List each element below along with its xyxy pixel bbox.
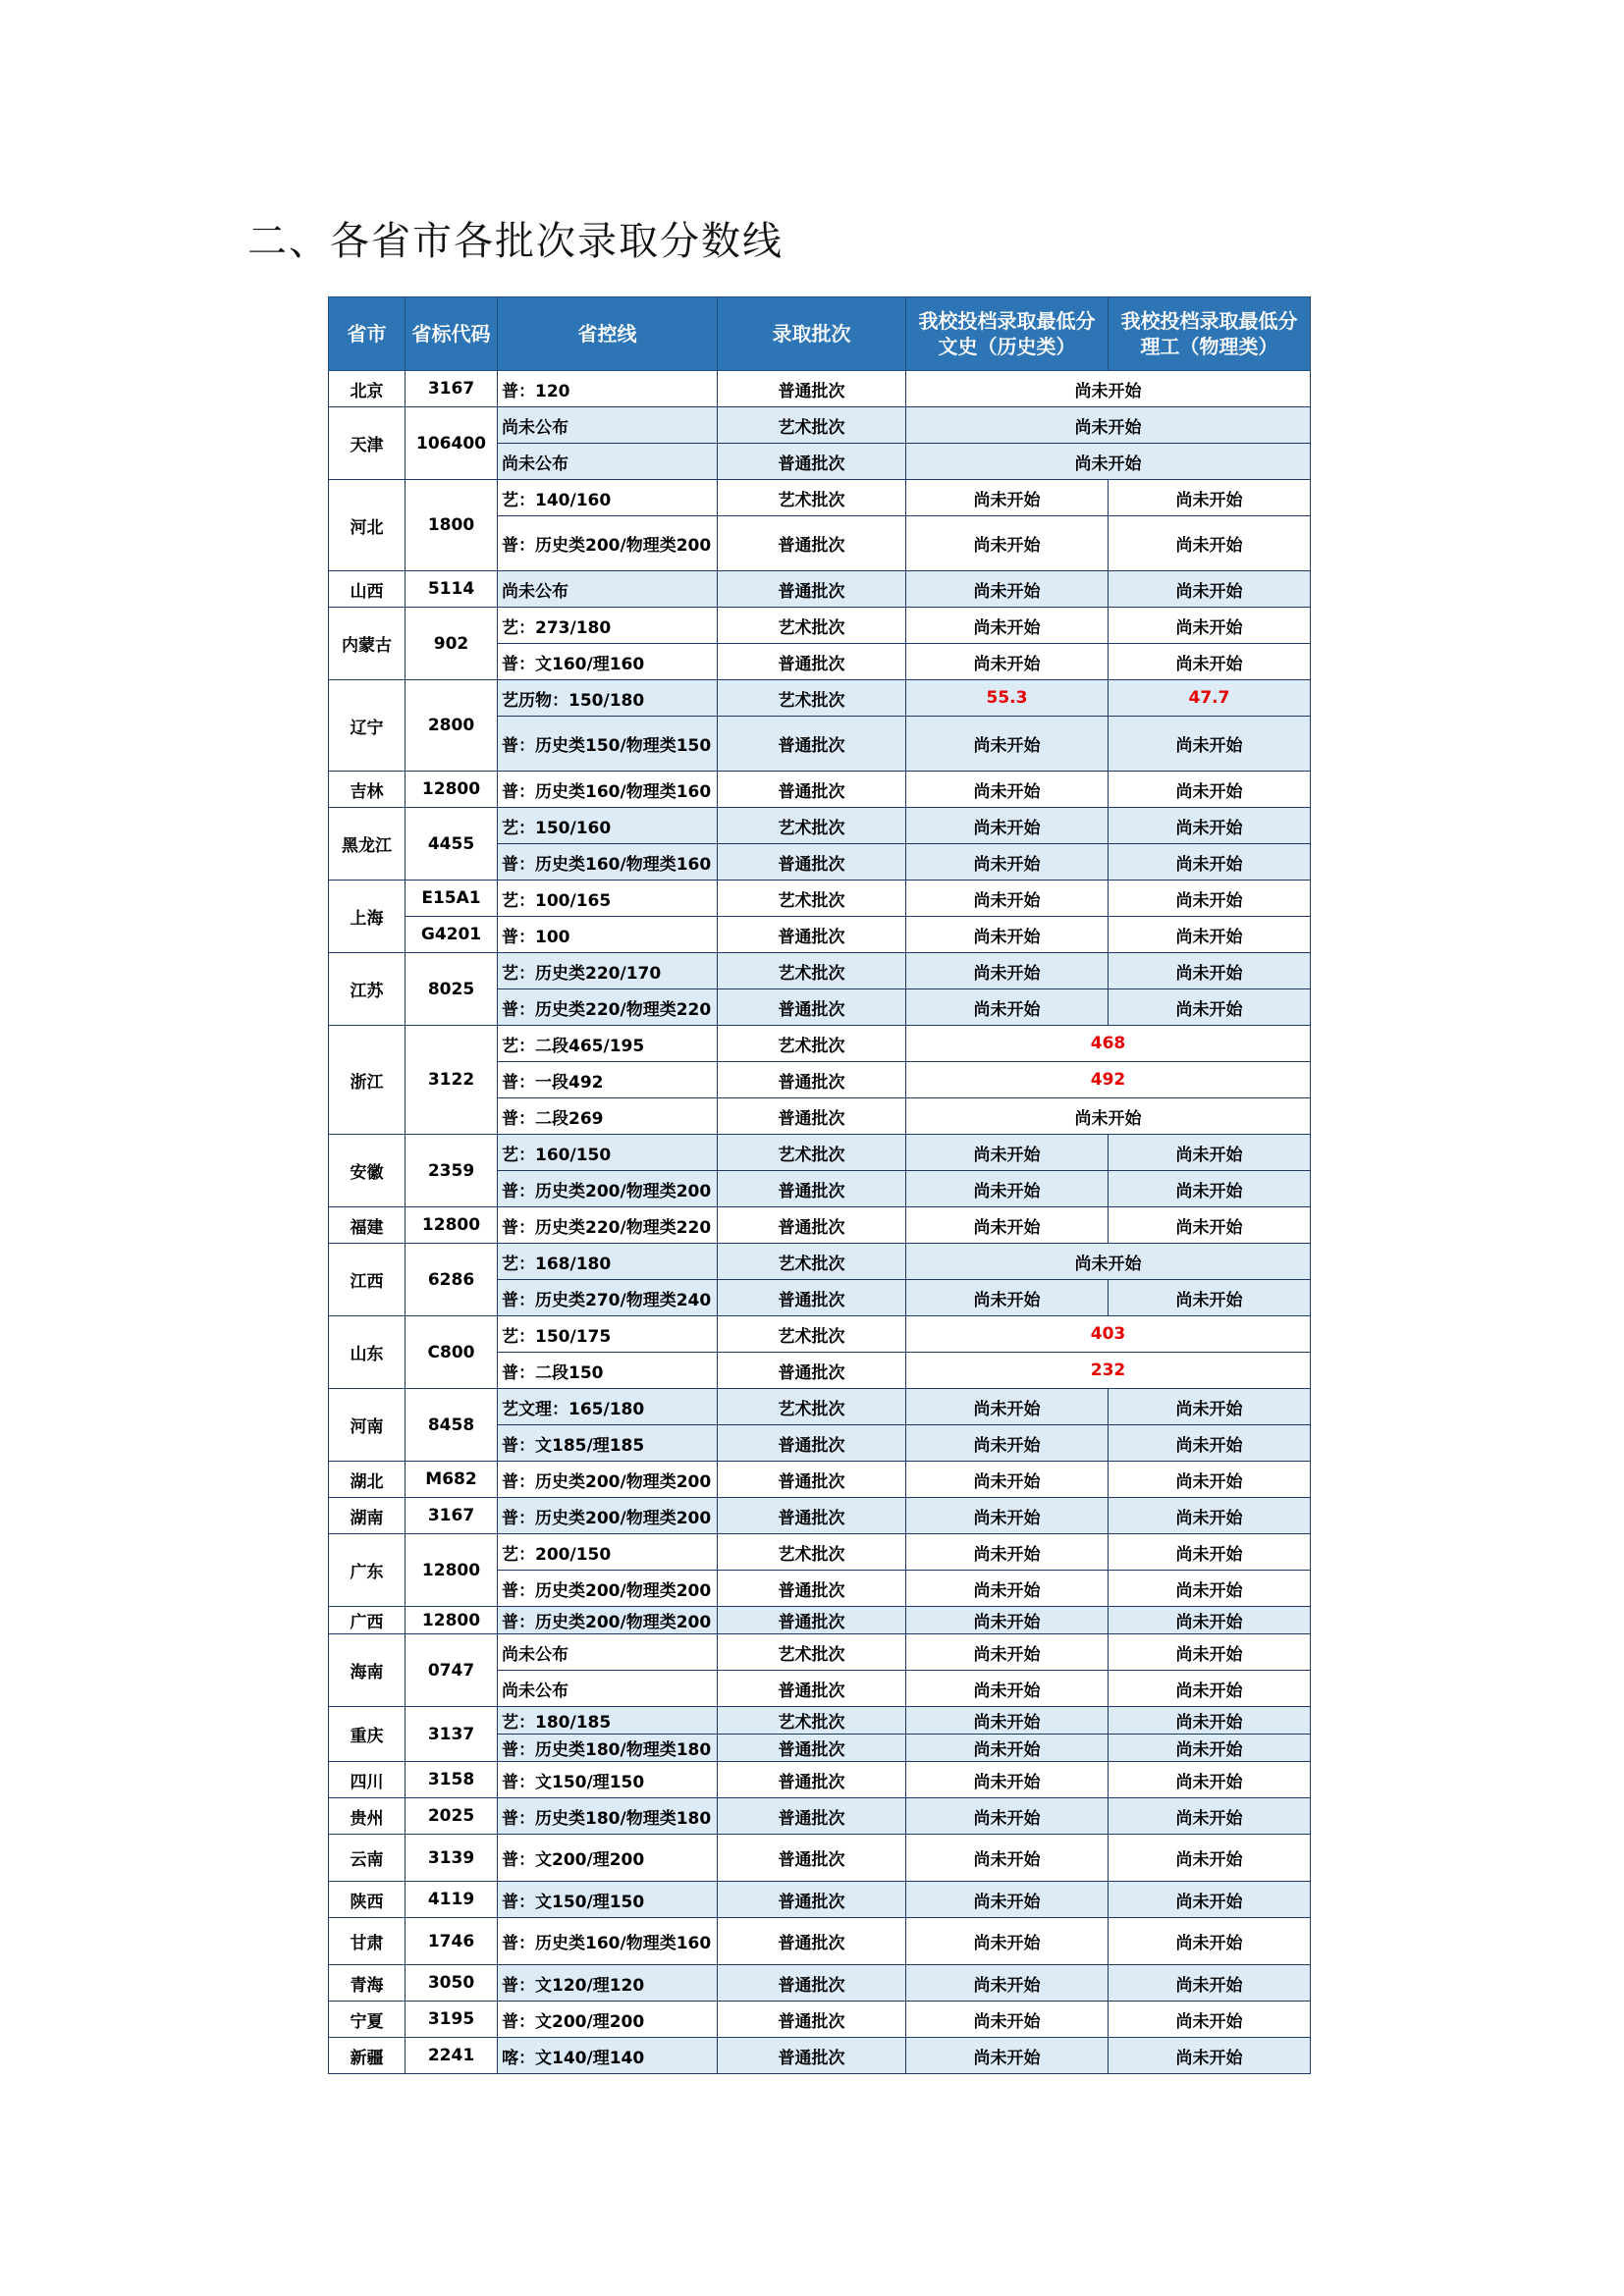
min-score-li-cell: 尚未开始 bbox=[1109, 644, 1311, 680]
code-cell: 3139 bbox=[406, 1835, 498, 1882]
min-score-li-cell: 尚未开始 bbox=[1109, 1762, 1311, 1798]
batch-cell: 艺术批次 bbox=[718, 1244, 906, 1280]
control-line-cell: 艺：160/150 bbox=[498, 1135, 718, 1171]
control-line-cell: 尚未公布 bbox=[498, 1634, 718, 1671]
min-score-li-cell: 尚未开始 bbox=[1109, 1735, 1311, 1762]
min-score-li-cell: 尚未开始 bbox=[1109, 516, 1311, 571]
control-line-cell: 尚未公布 bbox=[498, 444, 718, 480]
min-score-merged-cell: 尚未开始 bbox=[906, 371, 1311, 407]
control-line-cell: 普：历史类180/物理类180 bbox=[498, 1798, 718, 1835]
min-score-li-cell: 尚未开始 bbox=[1109, 1207, 1311, 1244]
table-row bbox=[329, 1135, 1311, 1171]
min-score-li-cell: 尚未开始 bbox=[1109, 808, 1311, 844]
batch-cell: 普通批次 bbox=[718, 2002, 906, 2038]
code-cell: C800 bbox=[406, 1316, 498, 1389]
control-line-cell: 普：100 bbox=[498, 917, 718, 953]
batch-cell: 普通批次 bbox=[718, 516, 906, 571]
min-score-li-cell: 尚未开始 bbox=[1109, 772, 1311, 808]
batch-cell: 艺术批次 bbox=[718, 953, 906, 989]
min-score-wen-cell: 尚未开始 bbox=[906, 1171, 1109, 1207]
table-row bbox=[329, 407, 1311, 444]
control-line-cell: 普：二段269 bbox=[498, 1098, 718, 1135]
min-score-li-cell: 尚未开始 bbox=[1109, 844, 1311, 881]
batch-cell: 普通批次 bbox=[718, 989, 906, 1026]
min-score-li-cell: 尚未开始 bbox=[1109, 1882, 1311, 1918]
code-cell: 902 bbox=[406, 608, 498, 680]
province-cell: 安徽 bbox=[329, 1135, 406, 1207]
province-cell: 重庆 bbox=[329, 1707, 406, 1762]
header-batch: 录取批次 bbox=[718, 297, 906, 371]
province-cell: 陕西 bbox=[329, 1882, 406, 1918]
batch-cell: 普通批次 bbox=[718, 1280, 906, 1316]
batch-cell: 普通批次 bbox=[718, 1062, 906, 1098]
table-header-row bbox=[329, 297, 1311, 371]
header-min-score-li-line2: 理工（物理类） bbox=[1140, 335, 1278, 358]
min-score-wen-cell: 尚未开始 bbox=[906, 1835, 1109, 1882]
min-score-wen-cell: 尚未开始 bbox=[906, 1882, 1109, 1918]
batch-cell: 普通批次 bbox=[718, 1571, 906, 1607]
code-cell: 2025 bbox=[406, 1798, 498, 1835]
province-cell: 浙江 bbox=[329, 1026, 406, 1135]
code-cell: G4201 bbox=[406, 917, 498, 953]
header-code: 省标代码 bbox=[406, 297, 498, 371]
province-cell: 河南 bbox=[329, 1389, 406, 1462]
control-line-cell: 艺：200/150 bbox=[498, 1534, 718, 1571]
min-score-wen-cell: 尚未开始 bbox=[906, 1462, 1109, 1498]
province-cell: 内蒙古 bbox=[329, 608, 406, 680]
province-cell: 海南 bbox=[329, 1634, 406, 1707]
table-row bbox=[329, 680, 1311, 717]
min-score-wen-cell: 尚未开始 bbox=[906, 1735, 1109, 1762]
min-score-wen-cell: 尚未开始 bbox=[906, 1498, 1109, 1534]
min-score-li-cell: 尚未开始 bbox=[1109, 571, 1311, 608]
min-score-wen-cell: 尚未开始 bbox=[906, 480, 1109, 516]
control-line-cell: 普：文200/理200 bbox=[498, 1835, 718, 1882]
table-row bbox=[329, 2038, 1311, 2074]
batch-cell: 普通批次 bbox=[718, 1735, 906, 1762]
control-line-cell: 艺：273/180 bbox=[498, 608, 718, 644]
code-cell: E15A1 bbox=[406, 881, 498, 917]
min-score-merged-cell: 403 bbox=[906, 1316, 1311, 1353]
table-row bbox=[329, 1534, 1311, 1571]
control-line-cell: 艺：180/185 bbox=[498, 1707, 718, 1735]
code-cell: 12800 bbox=[406, 772, 498, 808]
table-row bbox=[329, 1607, 1311, 1634]
min-score-wen-cell: 尚未开始 bbox=[906, 2038, 1109, 2074]
code-cell: 5114 bbox=[406, 571, 498, 608]
batch-cell: 普通批次 bbox=[718, 571, 906, 608]
province-cell: 广东 bbox=[329, 1534, 406, 1607]
min-score-li-cell: 尚未开始 bbox=[1109, 480, 1311, 516]
min-score-wen-cell: 尚未开始 bbox=[906, 1389, 1109, 1425]
code-cell: 2241 bbox=[406, 2038, 498, 2074]
min-score-li-cell: 尚未开始 bbox=[1109, 1671, 1311, 1707]
control-line-cell: 艺：150/160 bbox=[498, 808, 718, 844]
table-row bbox=[329, 1882, 1311, 1918]
province-cell: 辽宁 bbox=[329, 680, 406, 772]
batch-cell: 普通批次 bbox=[718, 1918, 906, 1965]
control-line-cell: 普：文160/理160 bbox=[498, 644, 718, 680]
min-score-merged-cell: 尚未开始 bbox=[906, 1244, 1311, 1280]
min-score-wen-cell: 尚未开始 bbox=[906, 1425, 1109, 1462]
min-score-wen-cell: 尚未开始 bbox=[906, 808, 1109, 844]
control-line-cell: 艺：100/165 bbox=[498, 881, 718, 917]
min-score-merged-cell: 尚未开始 bbox=[906, 1098, 1311, 1135]
batch-cell: 普通批次 bbox=[718, 1671, 906, 1707]
province-cell: 青海 bbox=[329, 1965, 406, 2002]
batch-cell: 艺术批次 bbox=[718, 1534, 906, 1571]
min-score-li-cell: 尚未开始 bbox=[1109, 953, 1311, 989]
province-cell: 河北 bbox=[329, 480, 406, 571]
control-line-cell: 普：历史类160/物理类160 bbox=[498, 772, 718, 808]
control-line-cell: 普：一段492 bbox=[498, 1062, 718, 1098]
table-row bbox=[329, 881, 1311, 917]
code-cell: 3050 bbox=[406, 1965, 498, 2002]
table-row bbox=[329, 1462, 1311, 1498]
min-score-wen-cell: 尚未开始 bbox=[906, 1634, 1109, 1671]
control-line-cell: 普：历史类150/物理类150 bbox=[498, 717, 718, 772]
control-line-cell: 艺：168/180 bbox=[498, 1244, 718, 1280]
province-cell: 上海 bbox=[329, 881, 406, 953]
province-cell: 山西 bbox=[329, 571, 406, 608]
min-score-li-cell: 尚未开始 bbox=[1109, 1425, 1311, 1462]
control-line-cell: 普：二段150 bbox=[498, 1353, 718, 1389]
batch-cell: 普通批次 bbox=[718, 1835, 906, 1882]
control-line-cell: 普：历史类160/物理类160 bbox=[498, 844, 718, 881]
control-line-cell: 普：120 bbox=[498, 371, 718, 407]
min-score-wen-cell: 尚未开始 bbox=[906, 1671, 1109, 1707]
min-score-wen-cell: 尚未开始 bbox=[906, 1918, 1109, 1965]
min-score-merged-cell: 尚未开始 bbox=[906, 444, 1311, 480]
min-score-wen-cell: 尚未开始 bbox=[906, 1135, 1109, 1171]
code-cell: 3158 bbox=[406, 1762, 498, 1798]
batch-cell: 艺术批次 bbox=[718, 1316, 906, 1353]
min-score-li-cell: 尚未开始 bbox=[1109, 1607, 1311, 1634]
table-row bbox=[329, 1498, 1311, 1534]
table-row bbox=[329, 808, 1311, 844]
province-cell: 湖北 bbox=[329, 1462, 406, 1498]
table-row bbox=[329, 1798, 1311, 1835]
code-cell: 1800 bbox=[406, 480, 498, 571]
min-score-li-cell: 尚未开始 bbox=[1109, 1707, 1311, 1735]
batch-cell: 普通批次 bbox=[718, 371, 906, 407]
min-score-wen-cell: 尚未开始 bbox=[906, 989, 1109, 1026]
control-line-cell: 普：历史类200/物理类200 bbox=[498, 1607, 718, 1634]
header-min-score-wen-line2: 文史（历史类） bbox=[938, 335, 1076, 358]
min-score-wen-cell: 尚未开始 bbox=[906, 917, 1109, 953]
min-score-wen-cell: 尚未开始 bbox=[906, 1207, 1109, 1244]
batch-cell: 普通批次 bbox=[718, 444, 906, 480]
code-cell: 0747 bbox=[406, 1634, 498, 1707]
control-line-cell: 艺历物：150/180 bbox=[498, 680, 718, 717]
table-row bbox=[329, 1835, 1311, 1882]
table-row bbox=[329, 1918, 1311, 1965]
header-min-score-wen bbox=[906, 297, 1109, 371]
header-min-score-li-line1: 我校投档录取最低分 bbox=[1120, 309, 1298, 333]
code-cell: 4119 bbox=[406, 1882, 498, 1918]
min-score-li-cell: 尚未开始 bbox=[1109, 1498, 1311, 1534]
min-score-li-cell: 尚未开始 bbox=[1109, 881, 1311, 917]
control-line-cell: 喀：文140/理140 bbox=[498, 2038, 718, 2074]
control-line-cell: 艺：二段465/195 bbox=[498, 1026, 718, 1062]
batch-cell: 普通批次 bbox=[718, 917, 906, 953]
table-row bbox=[329, 917, 1311, 953]
code-cell: 8025 bbox=[406, 953, 498, 1026]
batch-cell: 艺术批次 bbox=[718, 1634, 906, 1671]
batch-cell: 普通批次 bbox=[718, 2038, 906, 2074]
min-score-wen-cell: 尚未开始 bbox=[906, 1534, 1109, 1571]
table-row bbox=[329, 1634, 1311, 1671]
batch-cell: 普通批次 bbox=[718, 1882, 906, 1918]
code-cell: 12800 bbox=[406, 1607, 498, 1634]
table-row bbox=[329, 1965, 1311, 2002]
code-cell: 8458 bbox=[406, 1389, 498, 1462]
province-cell: 甘肃 bbox=[329, 1918, 406, 1965]
table-row bbox=[329, 371, 1311, 407]
min-score-merged-cell: 492 bbox=[906, 1062, 1311, 1098]
min-score-li-cell: 尚未开始 bbox=[1109, 917, 1311, 953]
min-score-wen-cell: 尚未开始 bbox=[906, 1571, 1109, 1607]
table-row bbox=[329, 1316, 1311, 1353]
province-cell: 黑龙江 bbox=[329, 808, 406, 881]
header-min-score-li bbox=[1109, 297, 1311, 371]
min-score-wen-cell: 55.3 bbox=[906, 680, 1109, 717]
province-cell: 山东 bbox=[329, 1316, 406, 1389]
min-score-li-cell: 47.7 bbox=[1109, 680, 1311, 717]
batch-cell: 艺术批次 bbox=[718, 407, 906, 444]
control-line-cell: 艺：150/175 bbox=[498, 1316, 718, 1353]
batch-cell: 艺术批次 bbox=[718, 480, 906, 516]
province-cell: 福建 bbox=[329, 1207, 406, 1244]
code-cell: 3195 bbox=[406, 2002, 498, 2038]
code-cell: 12800 bbox=[406, 1207, 498, 1244]
control-line-cell: 艺：140/160 bbox=[498, 480, 718, 516]
batch-cell: 普通批次 bbox=[718, 1353, 906, 1389]
min-score-merged-cell: 232 bbox=[906, 1353, 1311, 1389]
table-row bbox=[329, 772, 1311, 808]
control-line-cell: 普：历史类220/物理类220 bbox=[498, 989, 718, 1026]
min-score-wen-cell: 尚未开始 bbox=[906, 1280, 1109, 1316]
table-row bbox=[329, 480, 1311, 516]
min-score-merged-cell: 468 bbox=[906, 1026, 1311, 1062]
province-cell: 四川 bbox=[329, 1762, 406, 1798]
min-score-wen-cell: 尚未开始 bbox=[906, 2002, 1109, 2038]
min-score-li-cell: 尚未开始 bbox=[1109, 1280, 1311, 1316]
min-score-wen-cell: 尚未开始 bbox=[906, 1607, 1109, 1634]
control-line-cell: 普：文200/理200 bbox=[498, 2002, 718, 2038]
batch-cell: 普通批次 bbox=[718, 1207, 906, 1244]
batch-cell: 普通批次 bbox=[718, 1762, 906, 1798]
min-score-li-cell: 尚未开始 bbox=[1109, 1571, 1311, 1607]
header-province: 省市 bbox=[329, 297, 406, 371]
province-cell: 新疆 bbox=[329, 2038, 406, 2074]
min-score-li-cell: 尚未开始 bbox=[1109, 608, 1311, 644]
code-cell: 1746 bbox=[406, 1918, 498, 1965]
control-line-cell: 普：文185/理185 bbox=[498, 1425, 718, 1462]
code-cell: 106400 bbox=[406, 407, 498, 480]
min-score-li-cell: 尚未开始 bbox=[1109, 1462, 1311, 1498]
min-score-wen-cell: 尚未开始 bbox=[906, 881, 1109, 917]
control-line-cell: 尚未公布 bbox=[498, 407, 718, 444]
min-score-wen-cell: 尚未开始 bbox=[906, 1965, 1109, 2002]
control-line-cell: 普：历史类200/物理类200 bbox=[498, 1571, 718, 1607]
table-row bbox=[329, 1707, 1311, 1735]
batch-cell: 普通批次 bbox=[718, 772, 906, 808]
score-table bbox=[328, 296, 1311, 2074]
control-line-cell: 普：历史类160/物理类160 bbox=[498, 1918, 718, 1965]
min-score-li-cell: 尚未开始 bbox=[1109, 1389, 1311, 1425]
table-row bbox=[329, 1389, 1311, 1425]
code-cell: 2359 bbox=[406, 1135, 498, 1207]
min-score-li-cell: 尚未开始 bbox=[1109, 1835, 1311, 1882]
header-min-score-wen-line1: 我校投档录取最低分 bbox=[918, 309, 1096, 333]
table-row bbox=[329, 1026, 1311, 1062]
table-row bbox=[329, 1762, 1311, 1798]
batch-cell: 普通批次 bbox=[718, 1098, 906, 1135]
control-line-cell: 普：历史类270/物理类240 bbox=[498, 1280, 718, 1316]
batch-cell: 普通批次 bbox=[718, 1462, 906, 1498]
table-row bbox=[329, 1207, 1311, 1244]
province-cell: 江西 bbox=[329, 1244, 406, 1316]
code-cell: 6286 bbox=[406, 1244, 498, 1316]
code-cell: 2800 bbox=[406, 680, 498, 772]
control-line-cell: 普：文120/理120 bbox=[498, 1965, 718, 2002]
min-score-merged-cell: 尚未开始 bbox=[906, 407, 1311, 444]
batch-cell: 普通批次 bbox=[718, 717, 906, 772]
batch-cell: 艺术批次 bbox=[718, 1135, 906, 1171]
control-line-cell: 尚未公布 bbox=[498, 1671, 718, 1707]
province-cell: 湖南 bbox=[329, 1498, 406, 1534]
table-row bbox=[329, 2002, 1311, 2038]
min-score-li-cell: 尚未开始 bbox=[1109, 1965, 1311, 2002]
batch-cell: 普通批次 bbox=[718, 644, 906, 680]
batch-cell: 艺术批次 bbox=[718, 1707, 906, 1735]
min-score-wen-cell: 尚未开始 bbox=[906, 644, 1109, 680]
header-control-line: 省控线 bbox=[498, 297, 718, 371]
control-line-cell: 艺文理：165/180 bbox=[498, 1389, 718, 1425]
min-score-wen-cell: 尚未开始 bbox=[906, 717, 1109, 772]
min-score-li-cell: 尚未开始 bbox=[1109, 1634, 1311, 1671]
min-score-li-cell: 尚未开始 bbox=[1109, 1798, 1311, 1835]
code-cell: 3122 bbox=[406, 1026, 498, 1135]
control-line-cell: 普：历史类180/物理类180 bbox=[498, 1735, 718, 1762]
control-line-cell: 普：历史类200/物理类200 bbox=[498, 1462, 718, 1498]
min-score-li-cell: 尚未开始 bbox=[1109, 2002, 1311, 2038]
min-score-li-cell: 尚未开始 bbox=[1109, 1171, 1311, 1207]
min-score-wen-cell: 尚未开始 bbox=[906, 516, 1109, 571]
province-cell: 天津 bbox=[329, 407, 406, 480]
min-score-li-cell: 尚未开始 bbox=[1109, 1135, 1311, 1171]
province-cell: 云南 bbox=[329, 1835, 406, 1882]
province-cell: 江苏 bbox=[329, 953, 406, 1026]
table-row bbox=[329, 953, 1311, 989]
min-score-li-cell: 尚未开始 bbox=[1109, 717, 1311, 772]
province-cell: 广西 bbox=[329, 1607, 406, 1634]
code-cell: 3167 bbox=[406, 1498, 498, 1534]
control-line-cell: 尚未公布 bbox=[498, 571, 718, 608]
province-cell: 吉林 bbox=[329, 772, 406, 808]
min-score-wen-cell: 尚未开始 bbox=[906, 1707, 1109, 1735]
min-score-wen-cell: 尚未开始 bbox=[906, 571, 1109, 608]
control-line-cell: 普：历史类200/物理类200 bbox=[498, 1498, 718, 1534]
code-cell: 12800 bbox=[406, 1534, 498, 1607]
province-cell: 贵州 bbox=[329, 1798, 406, 1835]
min-score-wen-cell: 尚未开始 bbox=[906, 844, 1109, 881]
min-score-li-cell: 尚未开始 bbox=[1109, 2038, 1311, 2074]
code-cell: 4455 bbox=[406, 808, 498, 881]
batch-cell: 艺术批次 bbox=[718, 881, 906, 917]
min-score-li-cell: 尚未开始 bbox=[1109, 1918, 1311, 1965]
min-score-li-cell: 尚未开始 bbox=[1109, 989, 1311, 1026]
min-score-wen-cell: 尚未开始 bbox=[906, 608, 1109, 644]
table-row bbox=[329, 571, 1311, 608]
province-cell: 宁夏 bbox=[329, 2002, 406, 2038]
min-score-li-cell: 尚未开始 bbox=[1109, 1534, 1311, 1571]
batch-cell: 艺术批次 bbox=[718, 1026, 906, 1062]
batch-cell: 艺术批次 bbox=[718, 1389, 906, 1425]
batch-cell: 普通批次 bbox=[718, 1171, 906, 1207]
table-row bbox=[329, 1244, 1311, 1280]
batch-cell: 普通批次 bbox=[718, 844, 906, 881]
code-cell: M682 bbox=[406, 1462, 498, 1498]
batch-cell: 普通批次 bbox=[718, 1425, 906, 1462]
control-line-cell: 普：文150/理150 bbox=[498, 1762, 718, 1798]
control-line-cell: 艺：历史类220/170 bbox=[498, 953, 718, 989]
batch-cell: 普通批次 bbox=[718, 1498, 906, 1534]
min-score-wen-cell: 尚未开始 bbox=[906, 1762, 1109, 1798]
min-score-wen-cell: 尚未开始 bbox=[906, 953, 1109, 989]
province-cell: 北京 bbox=[329, 371, 406, 407]
control-line-cell: 普：历史类200/物理类200 bbox=[498, 516, 718, 571]
control-line-cell: 普：历史类220/物理类220 bbox=[498, 1207, 718, 1244]
min-score-wen-cell: 尚未开始 bbox=[906, 772, 1109, 808]
batch-cell: 普通批次 bbox=[718, 1798, 906, 1835]
min-score-wen-cell: 尚未开始 bbox=[906, 1798, 1109, 1835]
control-line-cell: 普：文150/理150 bbox=[498, 1882, 718, 1918]
batch-cell: 艺术批次 bbox=[718, 680, 906, 717]
batch-cell: 普通批次 bbox=[718, 1965, 906, 2002]
page-title: 二、各省市各批次录取分数线 bbox=[247, 219, 784, 264]
batch-cell: 普通批次 bbox=[718, 1607, 906, 1634]
table-row bbox=[329, 608, 1311, 644]
control-line-cell: 普：历史类200/物理类200 bbox=[498, 1171, 718, 1207]
batch-cell: 艺术批次 bbox=[718, 608, 906, 644]
batch-cell: 艺术批次 bbox=[718, 808, 906, 844]
code-cell: 3167 bbox=[406, 371, 498, 407]
code-cell: 3137 bbox=[406, 1707, 498, 1762]
